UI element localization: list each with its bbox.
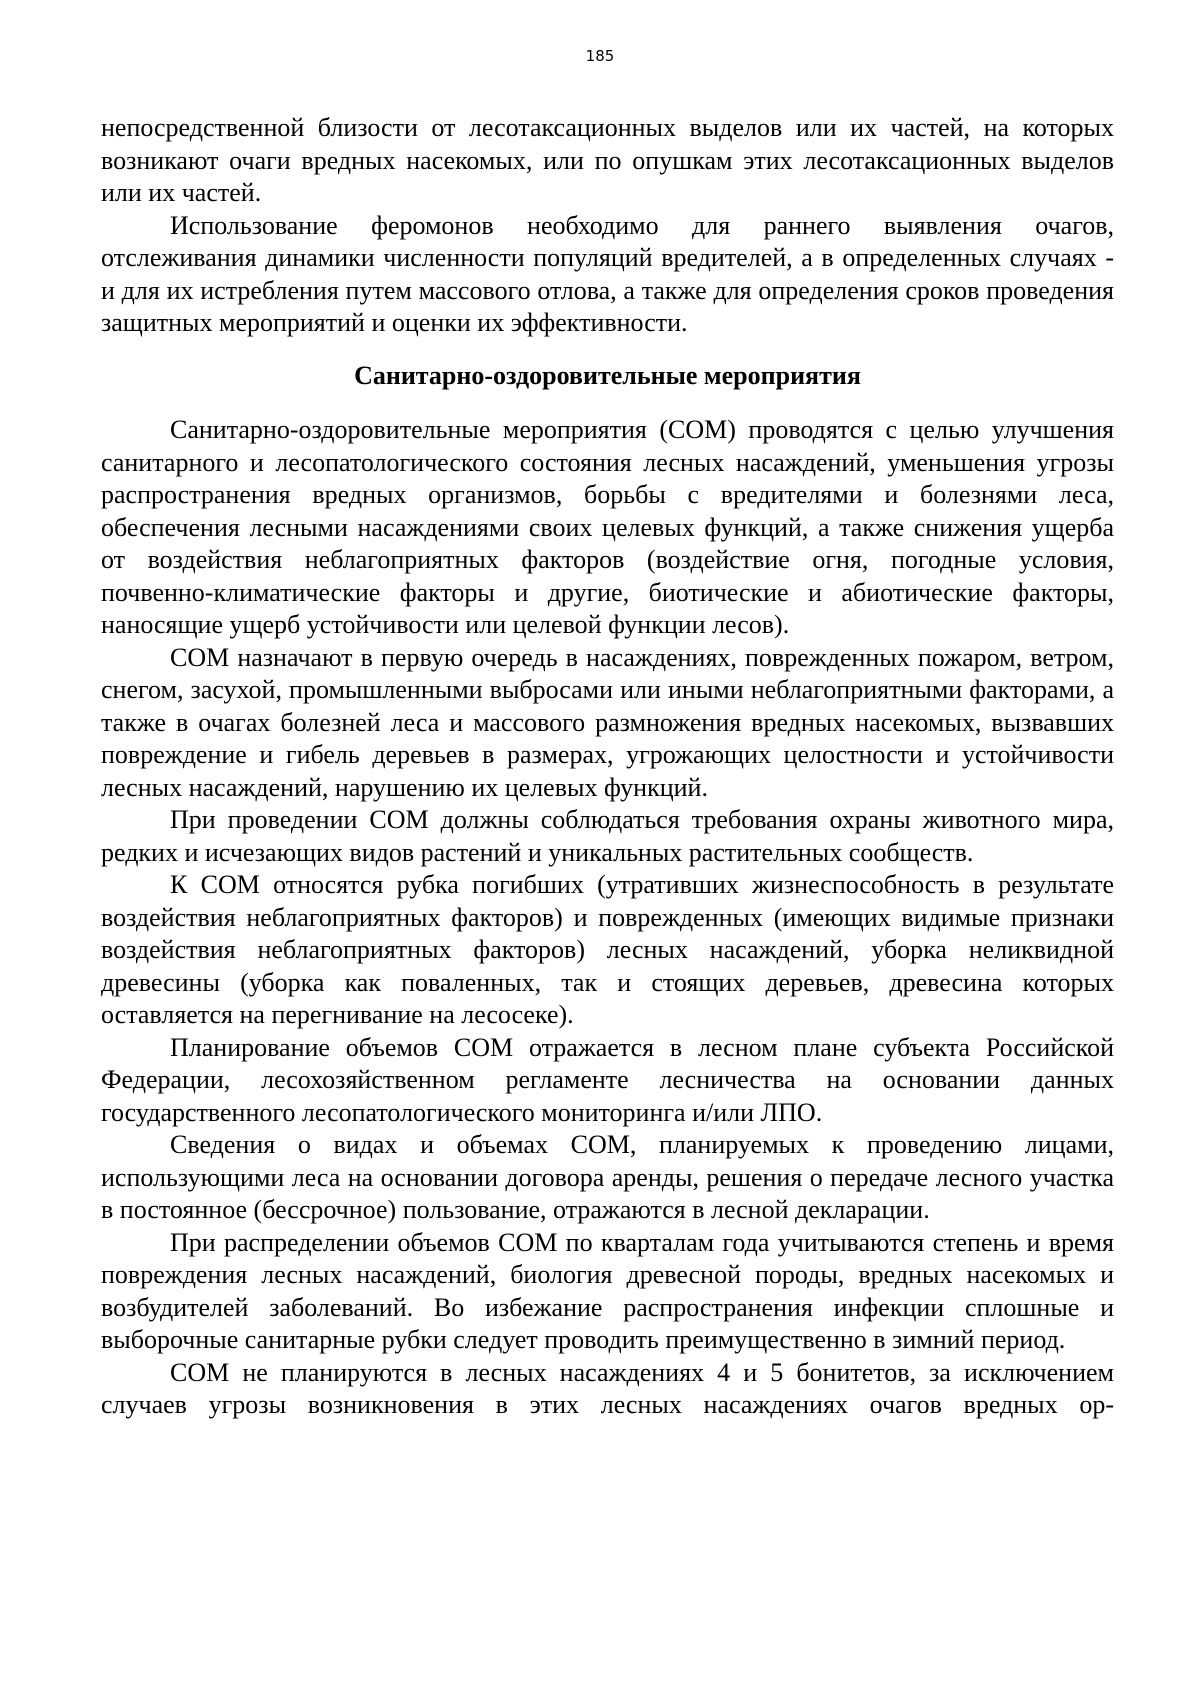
paragraph: Планирование объемов СОМ отражается в лесном плане субъекта Российской Федерации, лесохозяйственном регламенте лесничества на основании данных государственного лесопатологического мониторинга и/или ЛПО.: [101, 1032, 1114, 1127]
paragraph: При проведении СОМ должны соблюдаться требования охраны животного мира, редких и исчезающих видов растений и уникальных растительных сообществ.: [101, 805, 1114, 867]
paragraph-continues-next-page: СОМ не планируются в лесных насаждениях 4 и 5 бонитетов, за исключением случаев угрозы возникновения в этих лесных насаждениях очагов вредных ор-: [101, 1357, 1114, 1419]
paragraph-pheromones: Использование феромонов необходимо для раннего выявления очагов, отслеживания динамики численности популяций вредителей, а в определенных случаях - и для их истребления путем массового отлова, а также для определения сроков проведения защитных мероприятий и оценки их эффективности.: [101, 210, 1114, 337]
paragraph: Санитарно-оздоровительные мероприятия (СОМ) проводятся с целью улучшения санитарного и лесопатологического состояния лесных насаждений, уменьшения угрозы распространения вредных организмов, борьбы с вредителями и болезнями леса, обеспечения лесными насаждениями своих целевых функций, а также снижения ущерба от воздействия неблагоприятных факторов (воздействие огня, погодные условия, почвенно-климатические факторы и другие, биотические и абиотические факторы, наносящие ущерб устойчивости или целевой функции лесов).: [101, 415, 1114, 639]
paragraph-continuation: непосредственной близости от лесотаксационных выделов или их частей, на которых возникают очаги вредных насекомых, или по опушкам этих лесотаксационных выделов или их частей.: [101, 113, 1114, 207]
section-title: Санитарно-оздоровительные мероприятия: [354, 360, 861, 390]
page-content: [101, 112, 1114, 1422]
paragraph: К СОМ относятся рубка погибших (утративших жизнеспособность в результате воздействия неблагоприятных факторов) и поврежденных (имеющих видимые признаки воздействия неблагоприятных факторов) лесных насаждений, уборка неликвидной древесины (уборка как поваленных, так и стоящих деревьев, древесина которых оставляется на перегнивание на лесосеке).: [101, 870, 1114, 1029]
page-number: 185: [585, 47, 615, 65]
paragraph: СОМ назначают в первую очередь в насаждениях, поврежденных пожаром, ветром, снегом, засухой, промышленными выбросами или иными неблагоприятными факторами, а также в очагах болезней леса и массового размножения вредных насекомых, вызвавших повреждение и гибель деревьев в размерах, угрожающих целостности и устойчивости лесных насаждений, нарушению их целевых функций.: [101, 642, 1114, 802]
paragraph: При распределении объемов СОМ по кварталам года учитываются степень и время повреждения лесных насаждений, биология древесной породы, вредных насекомых и возбудителей заболеваний. Во избежание распространения инфекции сплошные и выборочные санитарные рубки следует проводить преимущественно в зимний период.: [101, 1227, 1114, 1354]
paragraph: Сведения о видах и объемах СОМ, планируемых к проведению лицами, использующими леса на основании договора аренды, решения о передаче лесного участка в постоянное (бессрочное) пользование, отражаются в лесной декларации.: [101, 1130, 1114, 1224]
